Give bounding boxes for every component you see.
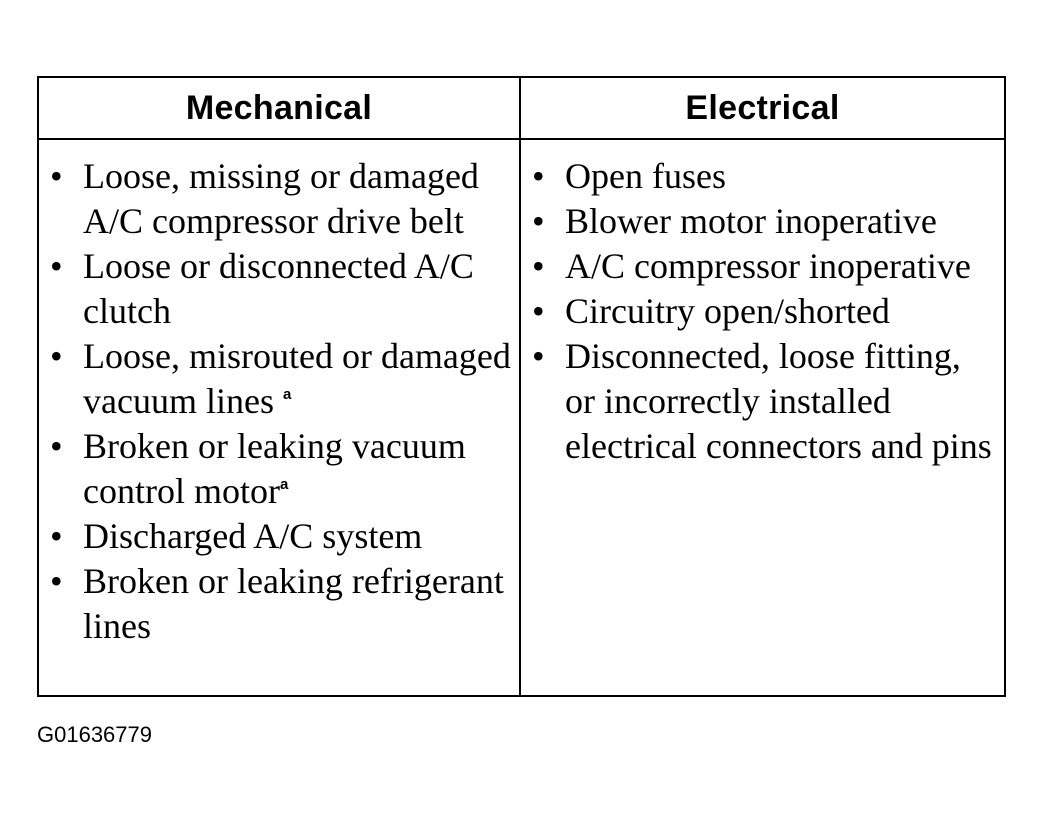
bullet-icon: • [532, 291, 545, 331]
list-item [48, 514, 511, 559]
bullet-icon: • [50, 426, 63, 466]
mechanical-list [48, 154, 511, 649]
bullet-icon: • [50, 561, 63, 601]
list-item-text: Loose, misrouted or damaged vacuum lines [83, 336, 511, 421]
bullet-icon: • [532, 246, 545, 286]
electrical-list [530, 154, 996, 469]
list-item [530, 244, 996, 289]
list-item-text: Disconnected, loose fitting, or incorrectly installed electrical connectors and pins [565, 336, 992, 466]
list-item [530, 289, 996, 334]
list-item [530, 199, 996, 244]
header-electrical: Electrical [521, 78, 1004, 140]
list-item-text: Circuitry open/shorted [565, 291, 890, 331]
header-mechanical: Mechanical [39, 78, 521, 140]
footnote-marker: a [282, 386, 292, 403]
list-item [530, 334, 996, 469]
list-item [48, 154, 511, 244]
list-item-text: Discharged A/C system [83, 516, 423, 556]
footnote-marker: a [279, 476, 289, 493]
list-item-text: A/C compressor inoperative [565, 246, 971, 286]
list-item-text: Loose or disconnected A/C clutch [83, 246, 474, 331]
list-item [48, 559, 511, 649]
bullet-icon: • [50, 516, 63, 556]
bullet-icon: • [50, 336, 63, 376]
bullet-icon: • [532, 336, 545, 376]
list-item [530, 154, 996, 199]
mechanical-column [39, 140, 521, 695]
diagnosis-table [37, 76, 1006, 697]
list-item-text: Loose, missing or damaged A/C compressor drive belt [83, 156, 479, 241]
bullet-icon: • [50, 246, 63, 286]
list-item [48, 244, 511, 334]
list-item-text: Blower motor inoperative [565, 201, 937, 241]
list-item-text: Open fuses [565, 156, 726, 196]
bullet-icon: • [50, 156, 63, 196]
list-item [48, 424, 511, 514]
figure-id: G01636779 [37, 722, 152, 747]
electrical-column [521, 140, 1004, 695]
list-item [48, 334, 511, 424]
bullet-icon: • [532, 156, 545, 196]
list-item-text: Broken or leaking vacuum control motor [83, 426, 466, 511]
list-item-text: Broken or leaking refrigerant lines [83, 561, 504, 646]
bullet-icon: • [532, 201, 545, 241]
